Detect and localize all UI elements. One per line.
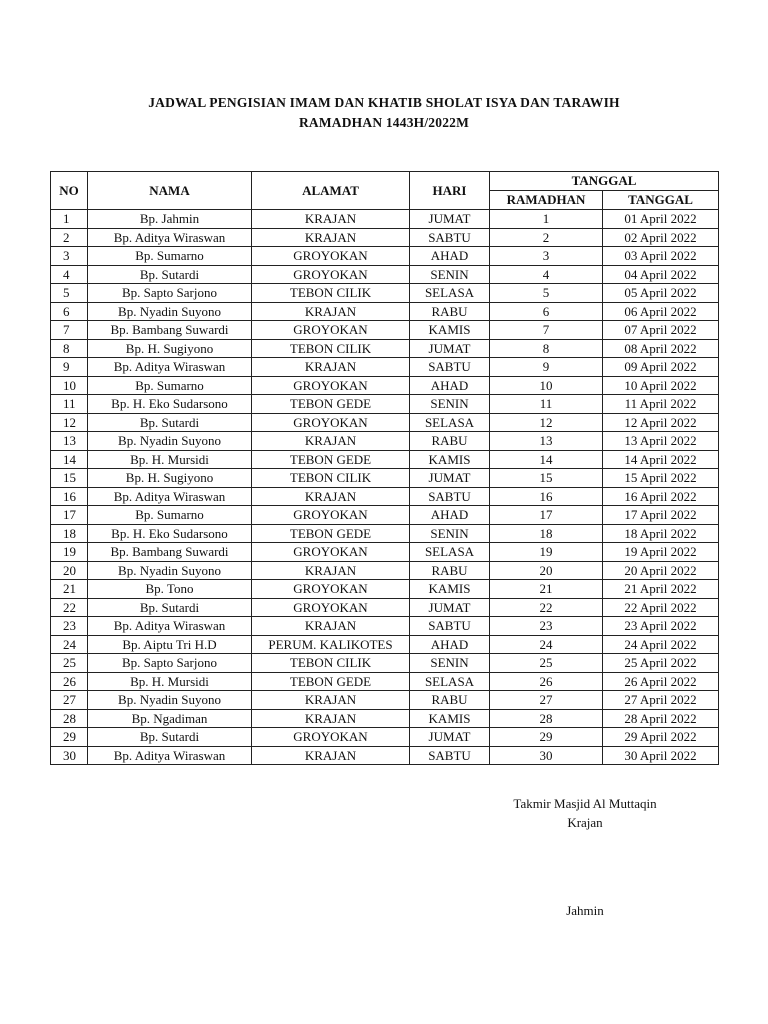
cell-nama: Bp. Bambang Suwardi: [88, 543, 252, 562]
table-row: [51, 247, 719, 266]
cell-alamat: GROYOKAN: [252, 728, 410, 747]
cell-tanggal: 10 April 2022: [603, 376, 719, 395]
cell-ramadhan: 1: [490, 210, 603, 229]
header-no: NO: [51, 172, 88, 210]
cell-alamat: TEBON GEDE: [252, 672, 410, 691]
cell-nama: Bp. H. Mursidi: [88, 450, 252, 469]
header-alamat: ALAMAT: [252, 172, 410, 210]
cell-ramadhan: 17: [490, 506, 603, 525]
document-subtitle: RAMADHAN 1443H/2022M: [298, 115, 470, 130]
cell-nama: Bp. Ngadiman: [88, 709, 252, 728]
cell-hari: RABU: [410, 691, 490, 710]
table-row: [51, 561, 719, 580]
table-row: [51, 617, 719, 636]
cell-hari: KAMIS: [410, 580, 490, 599]
table-row: [51, 487, 719, 506]
cell-tanggal: 12 April 2022: [603, 413, 719, 432]
cell-no: 29: [51, 728, 88, 747]
cell-no: 6: [51, 302, 88, 321]
table-row: [51, 654, 719, 673]
cell-tanggal: 25 April 2022: [603, 654, 719, 673]
cell-tanggal: 17 April 2022: [603, 506, 719, 525]
table-row: [51, 432, 719, 451]
cell-nama: Bp. Nyadin Suyono: [88, 302, 252, 321]
cell-alamat: GROYOKAN: [252, 413, 410, 432]
cell-ramadhan: 27: [490, 691, 603, 710]
cell-no: 3: [51, 247, 88, 266]
cell-alamat: KRAJAN: [252, 709, 410, 728]
cell-nama: Bp. H. Sugiyono: [88, 339, 252, 358]
cell-hari: RABU: [410, 432, 490, 451]
cell-no: 10: [51, 376, 88, 395]
cell-alamat: GROYOKAN: [252, 543, 410, 562]
cell-tanggal: 07 April 2022: [603, 321, 719, 340]
cell-tanggal: 18 April 2022: [603, 524, 719, 543]
cell-alamat: TEBON GEDE: [252, 450, 410, 469]
cell-nama: Bp. Tono: [88, 580, 252, 599]
cell-alamat: KRAJAN: [252, 358, 410, 377]
cell-no: 1: [51, 210, 88, 229]
signature-organization: Takmir Masjid Al Muttaqin: [513, 796, 657, 811]
table-row: [51, 598, 719, 617]
cell-alamat: GROYOKAN: [252, 598, 410, 617]
cell-hari: SELASA: [410, 413, 490, 432]
schedule-table: [50, 171, 719, 765]
cell-hari: SENIN: [410, 265, 490, 284]
cell-nama: Bp. Aditya Wiraswan: [88, 746, 252, 765]
cell-ramadhan: 6: [490, 302, 603, 321]
cell-ramadhan: 10: [490, 376, 603, 395]
cell-hari: RABU: [410, 561, 490, 580]
cell-tanggal: 29 April 2022: [603, 728, 719, 747]
cell-nama: Bp. Sapto Sarjono: [88, 284, 252, 303]
cell-hari: SELASA: [410, 284, 490, 303]
cell-alamat: TEBON GEDE: [252, 395, 410, 414]
cell-ramadhan: 12: [490, 413, 603, 432]
cell-tanggal: 27 April 2022: [603, 691, 719, 710]
cell-hari: SENIN: [410, 524, 490, 543]
cell-tanggal: 06 April 2022: [603, 302, 719, 321]
cell-nama: Bp. H. Mursidi: [88, 672, 252, 691]
cell-no: 12: [51, 413, 88, 432]
header-ramadhan: RAMADHAN: [490, 191, 603, 210]
cell-tanggal: 13 April 2022: [603, 432, 719, 451]
cell-no: 8: [51, 339, 88, 358]
cell-alamat: TEBON GEDE: [252, 524, 410, 543]
cell-no: 28: [51, 709, 88, 728]
cell-tanggal: 16 April 2022: [603, 487, 719, 506]
cell-ramadhan: 30: [490, 746, 603, 765]
cell-nama: Bp. Nyadin Suyono: [88, 432, 252, 451]
cell-no: 30: [51, 746, 88, 765]
header-hari: HARI: [410, 172, 490, 210]
cell-nama: Bp. Sapto Sarjono: [88, 654, 252, 673]
table-row: [51, 469, 719, 488]
cell-alamat: KRAJAN: [252, 302, 410, 321]
cell-alamat: TEBON CILIK: [252, 469, 410, 488]
cell-no: 21: [51, 580, 88, 599]
cell-tanggal: 02 April 2022: [603, 228, 719, 247]
cell-ramadhan: 21: [490, 580, 603, 599]
cell-no: 2: [51, 228, 88, 247]
cell-nama: Bp. Sutardi: [88, 413, 252, 432]
cell-tanggal: 21 April 2022: [603, 580, 719, 599]
cell-hari: AHAD: [410, 247, 490, 266]
table-row: [51, 302, 719, 321]
cell-ramadhan: 15: [490, 469, 603, 488]
signature-place: Krajan: [567, 815, 603, 830]
cell-ramadhan: 8: [490, 339, 603, 358]
cell-alamat: GROYOKAN: [252, 506, 410, 525]
cell-ramadhan: 11: [490, 395, 603, 414]
table-row: [51, 321, 719, 340]
cell-alamat: TEBON CILIK: [252, 654, 410, 673]
table-row: [51, 543, 719, 562]
cell-alamat: KRAJAN: [252, 432, 410, 451]
cell-nama: Bp. Nyadin Suyono: [88, 691, 252, 710]
cell-hari: JUMAT: [410, 598, 490, 617]
table-row: [51, 376, 719, 395]
cell-nama: Bp. Sumarno: [88, 376, 252, 395]
cell-tanggal: 15 April 2022: [603, 469, 719, 488]
cell-alamat: KRAJAN: [252, 617, 410, 636]
cell-nama: Bp. H. Eko Sudarsono: [88, 524, 252, 543]
cell-alamat: PERUM. KALIKOTES: [252, 635, 410, 654]
cell-tanggal: 19 April 2022: [603, 543, 719, 562]
cell-ramadhan: 13: [490, 432, 603, 451]
cell-ramadhan: 29: [490, 728, 603, 747]
cell-tanggal: 26 April 2022: [603, 672, 719, 691]
cell-nama: Bp. H. Sugiyono: [88, 469, 252, 488]
cell-tanggal: 24 April 2022: [603, 635, 719, 654]
cell-tanggal: 03 April 2022: [603, 247, 719, 266]
cell-no: 16: [51, 487, 88, 506]
cell-tanggal: 09 April 2022: [603, 358, 719, 377]
table-row: [51, 413, 719, 432]
table-row: [51, 395, 719, 414]
cell-ramadhan: 23: [490, 617, 603, 636]
cell-hari: AHAD: [410, 376, 490, 395]
cell-tanggal: 23 April 2022: [603, 617, 719, 636]
cell-ramadhan: 20: [490, 561, 603, 580]
table-row: [51, 450, 719, 469]
cell-hari: SELASA: [410, 672, 490, 691]
cell-hari: SABTU: [410, 746, 490, 765]
cell-tanggal: 30 April 2022: [603, 746, 719, 765]
cell-tanggal: 08 April 2022: [603, 339, 719, 358]
table-row: [51, 691, 719, 710]
header-nama: NAMA: [88, 172, 252, 210]
cell-nama: Bp. Sutardi: [88, 598, 252, 617]
cell-ramadhan: 25: [490, 654, 603, 673]
header-tanggal-group: TANGGAL: [490, 172, 719, 191]
cell-ramadhan: 3: [490, 247, 603, 266]
document-title: JADWAL PENGISIAN IMAM DAN KHATIB SHOLAT ISYA DAN TARAWIH: [148, 95, 620, 110]
cell-nama: Bp. Jahmin: [88, 210, 252, 229]
cell-nama: Bp. H. Eko Sudarsono: [88, 395, 252, 414]
cell-hari: SABTU: [410, 228, 490, 247]
cell-alamat: GROYOKAN: [252, 247, 410, 266]
cell-ramadhan: 22: [490, 598, 603, 617]
cell-no: 7: [51, 321, 88, 340]
cell-ramadhan: 5: [490, 284, 603, 303]
cell-alamat: KRAJAN: [252, 746, 410, 765]
cell-no: 17: [51, 506, 88, 525]
table-row: [51, 339, 719, 358]
cell-tanggal: 14 April 2022: [603, 450, 719, 469]
cell-hari: JUMAT: [410, 339, 490, 358]
cell-alamat: GROYOKAN: [252, 321, 410, 340]
cell-no: 23: [51, 617, 88, 636]
cell-nama: Bp. Aditya Wiraswan: [88, 487, 252, 506]
table-row: [51, 284, 719, 303]
cell-alamat: KRAJAN: [252, 691, 410, 710]
cell-tanggal: 01 April 2022: [603, 210, 719, 229]
cell-hari: RABU: [410, 302, 490, 321]
cell-hari: SABTU: [410, 617, 490, 636]
signature-name: Jahmin: [566, 903, 604, 918]
cell-no: 18: [51, 524, 88, 543]
cell-alamat: TEBON CILIK: [252, 284, 410, 303]
cell-no: 24: [51, 635, 88, 654]
cell-nama: Bp. Aditya Wiraswan: [88, 228, 252, 247]
cell-alamat: KRAJAN: [252, 228, 410, 247]
cell-ramadhan: 9: [490, 358, 603, 377]
schedule-table-body: [51, 210, 719, 765]
cell-hari: JUMAT: [410, 728, 490, 747]
cell-alamat: GROYOKAN: [252, 265, 410, 284]
table-row: [51, 635, 719, 654]
cell-tanggal: 11 April 2022: [603, 395, 719, 414]
cell-no: 5: [51, 284, 88, 303]
cell-hari: SENIN: [410, 654, 490, 673]
table-row: [51, 265, 719, 284]
cell-alamat: GROYOKAN: [252, 376, 410, 395]
cell-tanggal: 28 April 2022: [603, 709, 719, 728]
cell-no: 22: [51, 598, 88, 617]
cell-ramadhan: 28: [490, 709, 603, 728]
cell-no: 13: [51, 432, 88, 451]
cell-no: 25: [51, 654, 88, 673]
table-row: [51, 746, 719, 765]
cell-alamat: KRAJAN: [252, 561, 410, 580]
cell-hari: SABTU: [410, 487, 490, 506]
table-row: [51, 210, 719, 229]
cell-ramadhan: 26: [490, 672, 603, 691]
table-row: [51, 709, 719, 728]
cell-tanggal: 04 April 2022: [603, 265, 719, 284]
cell-ramadhan: 19: [490, 543, 603, 562]
cell-hari: SENIN: [410, 395, 490, 414]
table-row: [51, 672, 719, 691]
cell-no: 20: [51, 561, 88, 580]
cell-alamat: KRAJAN: [252, 487, 410, 506]
cell-ramadhan: 16: [490, 487, 603, 506]
cell-hari: JUMAT: [410, 469, 490, 488]
cell-hari: SELASA: [410, 543, 490, 562]
cell-ramadhan: 18: [490, 524, 603, 543]
cell-nama: Bp. Aditya Wiraswan: [88, 617, 252, 636]
table-row: [51, 580, 719, 599]
table-row: [51, 728, 719, 747]
cell-ramadhan: 4: [490, 265, 603, 284]
cell-hari: JUMAT: [410, 210, 490, 229]
cell-hari: SABTU: [410, 358, 490, 377]
cell-no: 11: [51, 395, 88, 414]
cell-nama: Bp. Bambang Suwardi: [88, 321, 252, 340]
cell-alamat: TEBON CILIK: [252, 339, 410, 358]
cell-hari: KAMIS: [410, 709, 490, 728]
cell-hari: KAMIS: [410, 450, 490, 469]
table-row: [51, 358, 719, 377]
cell-nama: Bp. Sumarno: [88, 506, 252, 525]
header-tanggal: TANGGAL: [603, 191, 719, 210]
cell-hari: AHAD: [410, 506, 490, 525]
cell-nama: Bp. Aditya Wiraswan: [88, 358, 252, 377]
cell-no: 15: [51, 469, 88, 488]
table-row: [51, 228, 719, 247]
cell-tanggal: 05 April 2022: [603, 284, 719, 303]
table-row: [51, 506, 719, 525]
cell-no: 4: [51, 265, 88, 284]
cell-nama: Bp. Sumarno: [88, 247, 252, 266]
cell-ramadhan: 2: [490, 228, 603, 247]
cell-nama: Bp. Aiptu Tri H.D: [88, 635, 252, 654]
cell-nama: Bp. Nyadin Suyono: [88, 561, 252, 580]
cell-no: 26: [51, 672, 88, 691]
cell-alamat: GROYOKAN: [252, 580, 410, 599]
cell-no: 27: [51, 691, 88, 710]
cell-alamat: KRAJAN: [252, 210, 410, 229]
cell-ramadhan: 14: [490, 450, 603, 469]
cell-nama: Bp. Sutardi: [88, 728, 252, 747]
cell-ramadhan: 7: [490, 321, 603, 340]
table-row: [51, 524, 719, 543]
cell-tanggal: 20 April 2022: [603, 561, 719, 580]
cell-no: 14: [51, 450, 88, 469]
cell-ramadhan: 24: [490, 635, 603, 654]
cell-no: 9: [51, 358, 88, 377]
cell-nama: Bp. Sutardi: [88, 265, 252, 284]
cell-hari: AHAD: [410, 635, 490, 654]
cell-hari: KAMIS: [410, 321, 490, 340]
cell-no: 19: [51, 543, 88, 562]
cell-tanggal: 22 April 2022: [603, 598, 719, 617]
